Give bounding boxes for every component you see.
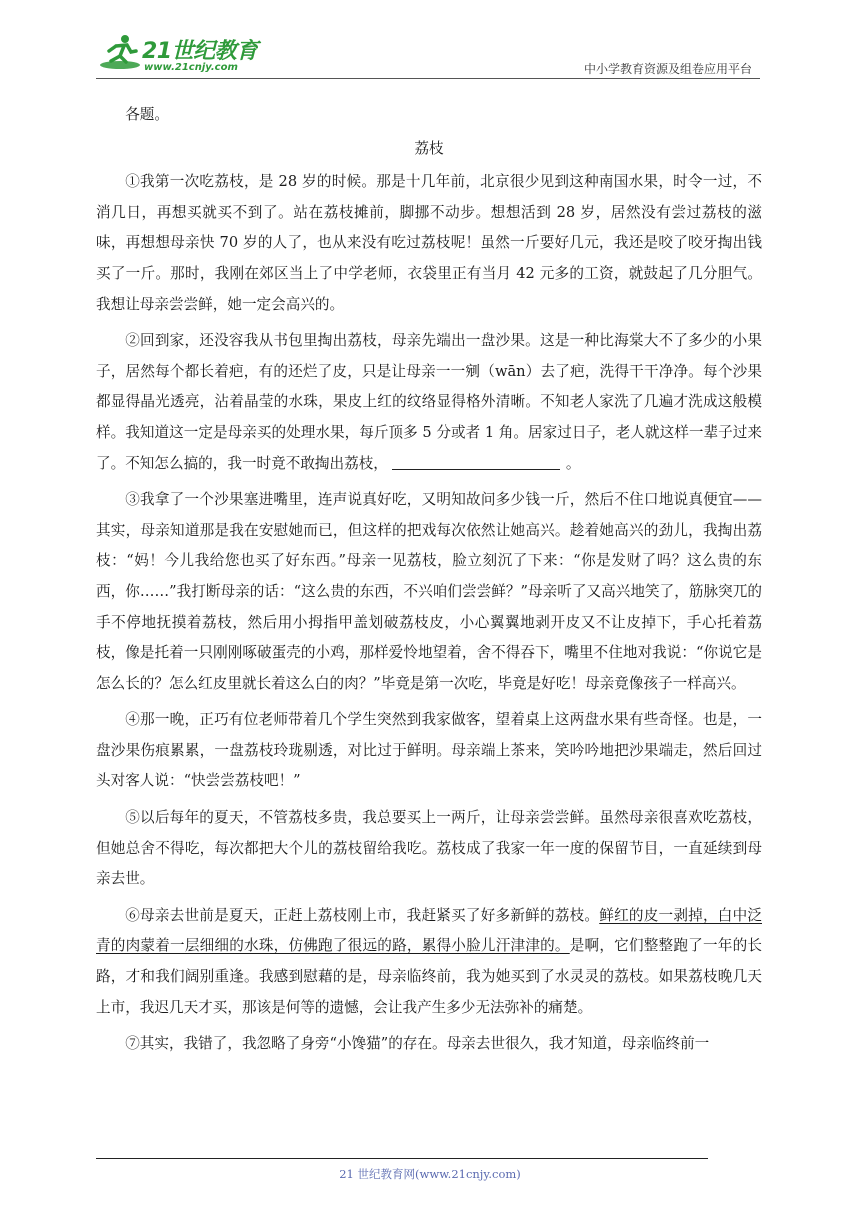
paragraph-1: ①我第一次吃荔枝，是 28 岁的时候。那是十几年前，北京很少见到这种南国水果，时令一过，不消几日，再想买就买不到了。站在荔枝摊前，脚挪不动步。想想活到 28 岁，居然没有尝过荔枝的滋味，再想想母亲快 70 岁的人了，也从来没有吃过荔枝呢！虽然一斤要好几元，我还是咬了咬牙掏出钱买了一斤。那时，我刚在郊区当上了中学老师，衣袋里正有当月 42 元多的工资，就鼓起了几分胆气。我想让母亲尝尝鲜，她一定会高兴的。 [96, 173, 762, 313]
article [96, 100, 762, 1060]
header-divider [96, 78, 760, 79]
platform-name: 中小学教育资源及组卷应用平台 [583, 62, 752, 76]
paragraph-5: ⑤以后每年的夏天，不管荔枝多贵，我总要买上一两斤，让母亲尝尝鲜。虽然母亲很喜欢吃荔枝，但她总舍不得吃，每次都把大个儿的荔枝留给我吃。荔枝成了我家一年一度的保留节目，一直延续到母亲去世。 [96, 809, 762, 888]
site-logo [96, 30, 266, 78]
intro-text: 各题。 [125, 106, 169, 123]
paragraph-2-end: 。 [565, 454, 581, 472]
page-footer: 21 世纪教育网(www.21cnjy.com) [339, 1167, 521, 1181]
underlined-sentence: 鲜红的皮一剥掉，白中泛青的肉蒙着一层细细的水珠，仿佛跑了很远的路，累得小脸儿汗津津的。 [96, 906, 762, 955]
footer-divider [96, 1158, 708, 1159]
paragraph-2-text: ②回到家，还没容我从书包里掏出荔枝，母亲先端出一盘沙果。这是一种比海棠大不了多少的小果子，居然每个都长着疤，有的还烂了皮，只是让母亲一一剜（wān）去了疤，洗得干干净净。每个沙果都显得晶光透亮，沾着晶莹的水珠，果皮上红的纹络显得格外清晰。不知老人家洗了几遍才洗成这般模样。我知道这一定是母亲买的处理水果，每斤顶多 5 分或者 1 角。居家过日子，老人就这样一辈子过来了。不知怎么搞的，我一时竟不敢掏出荔枝， [96, 332, 762, 472]
paragraph-2 [96, 326, 762, 479]
answer-blank[interactable] [392, 455, 560, 470]
logo-text: 21世纪教育 [142, 39, 258, 64]
paragraph-4: ④那一晚，正巧有位老师带着几个学生突然到我家做客，望着桌上这两盘水果有些奇怪。也是，一盘沙果伤痕累累，一盘荔枝玲珑剔透，对比过于鲜明。母亲端上茶来，笑吟吟地把沙果端走，然后回过头对客人说：“快尝尝荔枝吧！” [96, 711, 762, 790]
paragraph-3: ③我拿了一个沙果塞进嘴里，连声说真好吃，又明知故问多少钱一斤，然后不住口地说真便宜——其实，母亲知道那是我在安慰她而已，但这样的把戏每次依然让她高兴。趁着她高兴的劲儿，我掏出荔枝：“妈！今儿我给您也买了好东西。”母亲一见荔枝，脸立刻沉了下来：“你是发财了吗？这么贵的东西，你……”我打断母亲的话：“这么贵的东西，不兴咱们尝尝鲜？”母亲听了又高兴地笑了，筋脉突兀的手不停地抚摸着荔枝，然后用小拇指甲盖划破荔枝皮，小心翼翼地剥开皮又不让皮掉下，手心托着荔枝，像是托着一只刚刚啄破蛋壳的小鸡，那样爱怜地望着，舍不得吞下，嘴里不住地对我说：“你说它是怎么长的？怎么红皮里就长着这么白的肉？”毕竟是第一次吃，毕竟是好吃！母亲竟像孩子一样高兴。 [96, 491, 762, 692]
paragraph-6-rest: 是啊，它们整整跑了一年的长路，才和我们阔别重逢。我感到慰藉的是，母亲临终前，我为她买到了水灵灵的荔枝。如果荔枝晚几天上市，我迟几天才买，那该是何等的遗憾，会让我产生多少无法弥补的痛楚。 [96, 937, 762, 1016]
page-header [96, 30, 760, 80]
paragraph-6 [96, 901, 762, 1023]
paragraph-7: ⑦其实，我错了，我忽略了身旁“小馋猫”的存在。母亲去世很久，我才知道，母亲临终前一 [125, 1035, 710, 1053]
logo-site: www.21cnjy.com [144, 62, 238, 73]
paragraph-6-text: ⑥母亲去世前是夏天，正赶上荔枝刚上市，我赶紧买了好多新鲜的荔枝。 [125, 906, 600, 924]
article-title: 荔枝 [414, 139, 444, 157]
runner-logo-icon [98, 32, 142, 72]
